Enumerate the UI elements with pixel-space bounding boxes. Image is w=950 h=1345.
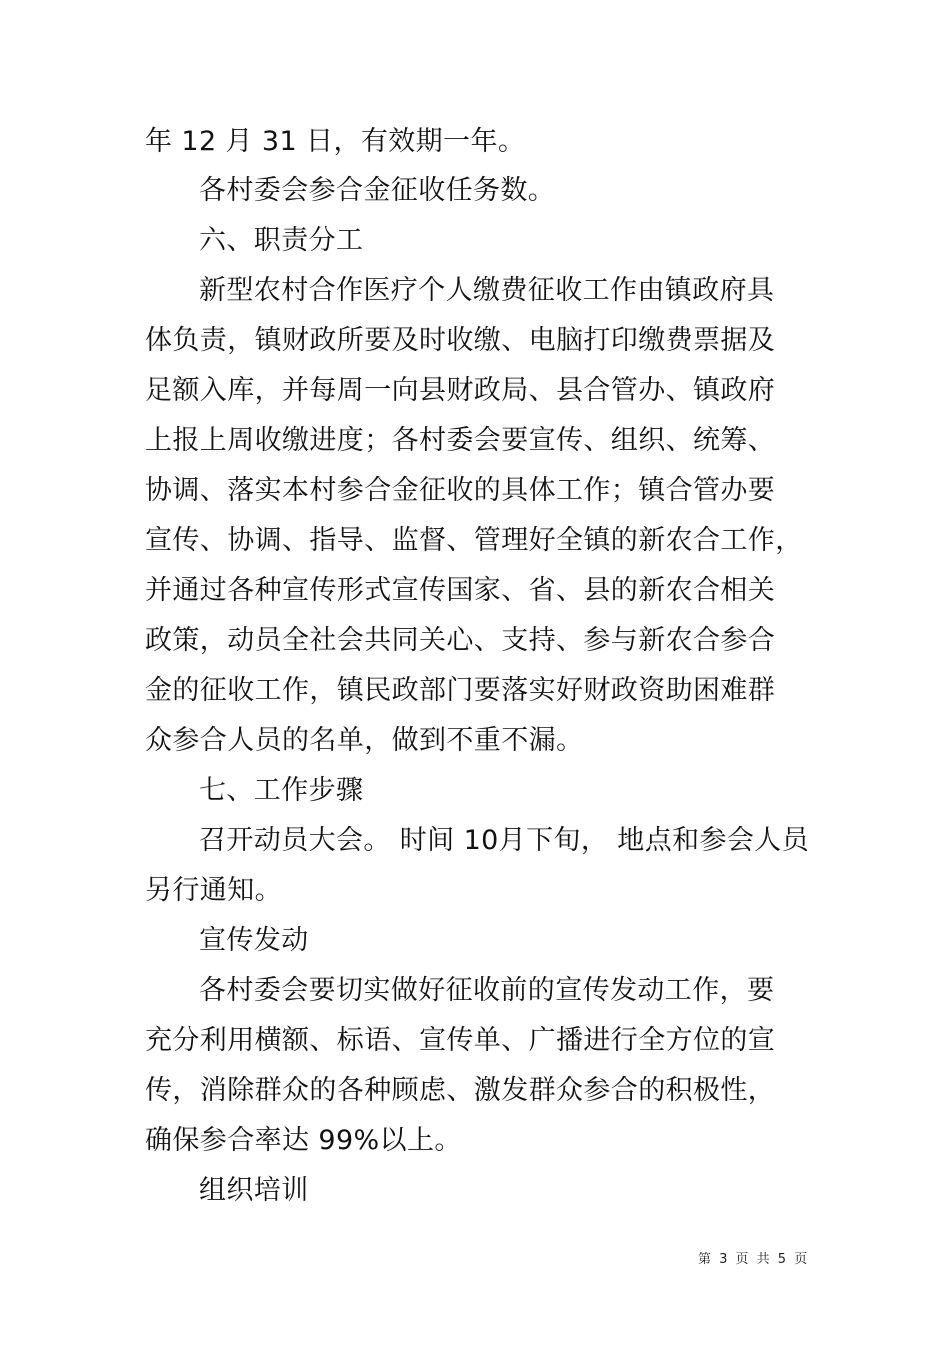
text-line: 足额入库，并每周一向县财政局、县合管办、镇政府 — [145, 375, 776, 406]
section-heading: 七、工作步骤 — [199, 775, 364, 806]
text-line: 并通过各种宣传形式宣传国家、省、县的新农合相关 — [145, 575, 776, 606]
text-line: 宣传、协调、指导、监督、管理好全镇的新农合工作， — [145, 525, 803, 556]
subsection-heading: 宣传发动 — [199, 925, 309, 956]
text-line: 召开动员大会。 时间 10月下旬， 地点和参会人员 — [199, 825, 810, 856]
text-line: 各村委会要切实做好征收前的宣传发动工作，要 — [199, 975, 775, 1006]
text-line: 充分利用横额、标语、宣传单、广播进行全方位的宣 — [145, 1025, 776, 1056]
text-line: 新型农村合作医疗个人缴费征收工作由镇政府具 — [199, 275, 775, 306]
section-heading: 六、职责分工 — [199, 225, 364, 256]
text-line: 政策，动员全社会共同关心、支持、参与新农合参合 — [145, 625, 776, 656]
text-line: 协调、落实本村参合金征收的具体工作；镇合管办要 — [145, 475, 776, 506]
text-line: 上报上周收缴进度；各村委会要宣传、组织、统筹、 — [145, 425, 776, 456]
text-line: 年 12 月 31 日，有效期一年。 — [145, 126, 526, 157]
text-line: 金的征收工作，镇民政部门要落实好财政资助困难群 — [145, 675, 776, 706]
page-number-footer: 第 3 页 共 5 页 — [698, 1252, 808, 1267]
text-line: 各村委会参合金征收任务数。 — [199, 175, 556, 206]
text-line: 众参合人员的名单，做到不重不漏。 — [145, 725, 584, 756]
text-line: 确保参合率达 99%以上。 — [145, 1125, 462, 1156]
text-line: 另行通知。 — [145, 875, 282, 906]
text-line: 体负责，镇财政所要及时收缴、电脑打印缴费票据及 — [145, 325, 776, 356]
subsection-heading: 组织培训 — [199, 1175, 309, 1206]
text-line: 传，消除群众的各种顾虑、激发群众参合的积极性， — [145, 1075, 776, 1106]
